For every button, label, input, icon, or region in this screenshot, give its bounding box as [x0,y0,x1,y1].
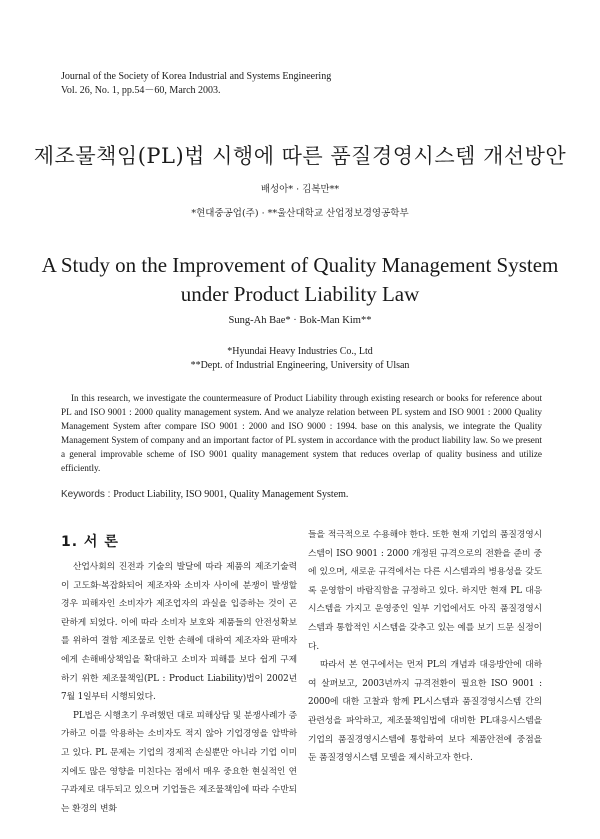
authors-korean: 배성아* · 김복만** [260,184,340,195]
keywords-text: Product Liability, ISO 9001, Quality Management System. [113,489,349,500]
affiliation-1: *Hyundai Heavy Industries Co., Ltd [227,346,373,357]
title-english-line1: A Study on the Improvement of Quality Management System [41,253,559,277]
paragraph: 따라서 본 연구에서는 먼저 PL의 개념과 대응방안에 대하여 살펴보고, 2003년까지 규격전환이 필요한 ISO 9001 : 2000에 대한 고찰과 함께 PL시스템과 품질경영시스템 간의 관련성을 파악하고, 제조물책임법에 대비한 PL대응시스템을 기업의 품질경영시스템에 통합하여 보다 제품안전에 중점을 둔 품질경영시스템 모델을 제시하고자 한다. [308,660,542,764]
affiliation-2: **Dept. of Industrial Engineering, University of Ulsan [190,360,410,371]
paragraph: PL법은 시행초기 우려했던 대로 피해상담 및 분쟁사례가 증가하고 이를 악용하는 소비자도 적지 않아 기업경영을 압박하고 있다. PL 문제는 기업의 경제적 손실뿐만 아니라 기업 이미지에도 많은 영향을 미친다는 점에서 매우 중요한 현실적인 연구과제로 대두되고 있으며 기업들은 제조물책임에 따라 수반되는 환경의 변화 [61,710,297,814]
body-column-left [61,558,297,818]
title-english [0,251,600,309]
title-korean: 제조물책임(PL)법 시행에 따른 품질경영시스템 개선방안 [33,144,567,168]
keywords-label: Keywords : [61,489,114,500]
affiliations-korean: *현대중공업(주) · **울산대학교 산업정보경영공학부 [191,208,409,219]
keywords [61,489,348,500]
journal-name: Journal of the Society of Korea Industrial and Systems Engineering [61,71,332,82]
journal-citation [61,70,331,98]
title-english-line2: under Product Liability Law [180,282,420,306]
section-heading-introduction: 1. 서 론 [61,534,119,550]
body-column-right [308,526,542,768]
paragraph: 들을 적극적으로 수용해야 한다. 또한 현재 기업의 품질경영시스템이 ISO 9001 : 2000 개정된 규격으로의 전환을 준비 중에 있으며, 새로운 규격에서는 다른 시스템과의 병용성을 갖도록 운영함이 바람직함을 규정하고 있다. 하지만 현재 PL 대응 시스템을 가지고 운영중인 일부 기업에서도 아직 품질경영시스템과 통합적인 시스템을 갖추고 있는 예를 보기 드문 실정이다. [308,530,542,652]
authors-english: Sung-Ah Bae* · Bok-Man Kim** [228,315,372,326]
affiliations-english [0,345,600,373]
journal-volume: Vol. 26, No. 1, pp.54－60, March 2003. [61,85,221,96]
paragraph: 산업사회의 진전과 기술의 발달에 따라 제품의 제조기술력이 고도화·복잡화되어 제조자와 소비자 사이에 분쟁이 발생할 경우 피해자인 소비자가 제조업자의 과실을 입증하는 것이 곤란하게 되었다. 이에 따라 소비자 보호와 제품들의 안전성확보를 위하여 결함 제조물로 인한 손해에 대하여 제조자와 판매자에게 손해배상책임을 확대하고 소비자 피해를 보다 쉽게 구제하기 위한 제조물책임(PL : Product Liability)법이 2002년 7월 1일부터 시행되었다. [61,562,297,703]
abstract: In this research, we investigate the countermeasure of Product Liability through existing research or books for reference about PL and ISO 9001 : 2000 quality management system. And we analyze relation between PL system and ISO 9001 : 2000 Quality Management System after compare ISO 9001 : 2000 and ISO 9000 : 1994. base on this analysis, we integrate the Quality Management System of company and an important factor of PL system in accordance with the product liability law. So we present a general improvable scheme of ISO 9001 quality management system that reduces overlap of quality business and utilize efficiently. [61,393,542,473]
